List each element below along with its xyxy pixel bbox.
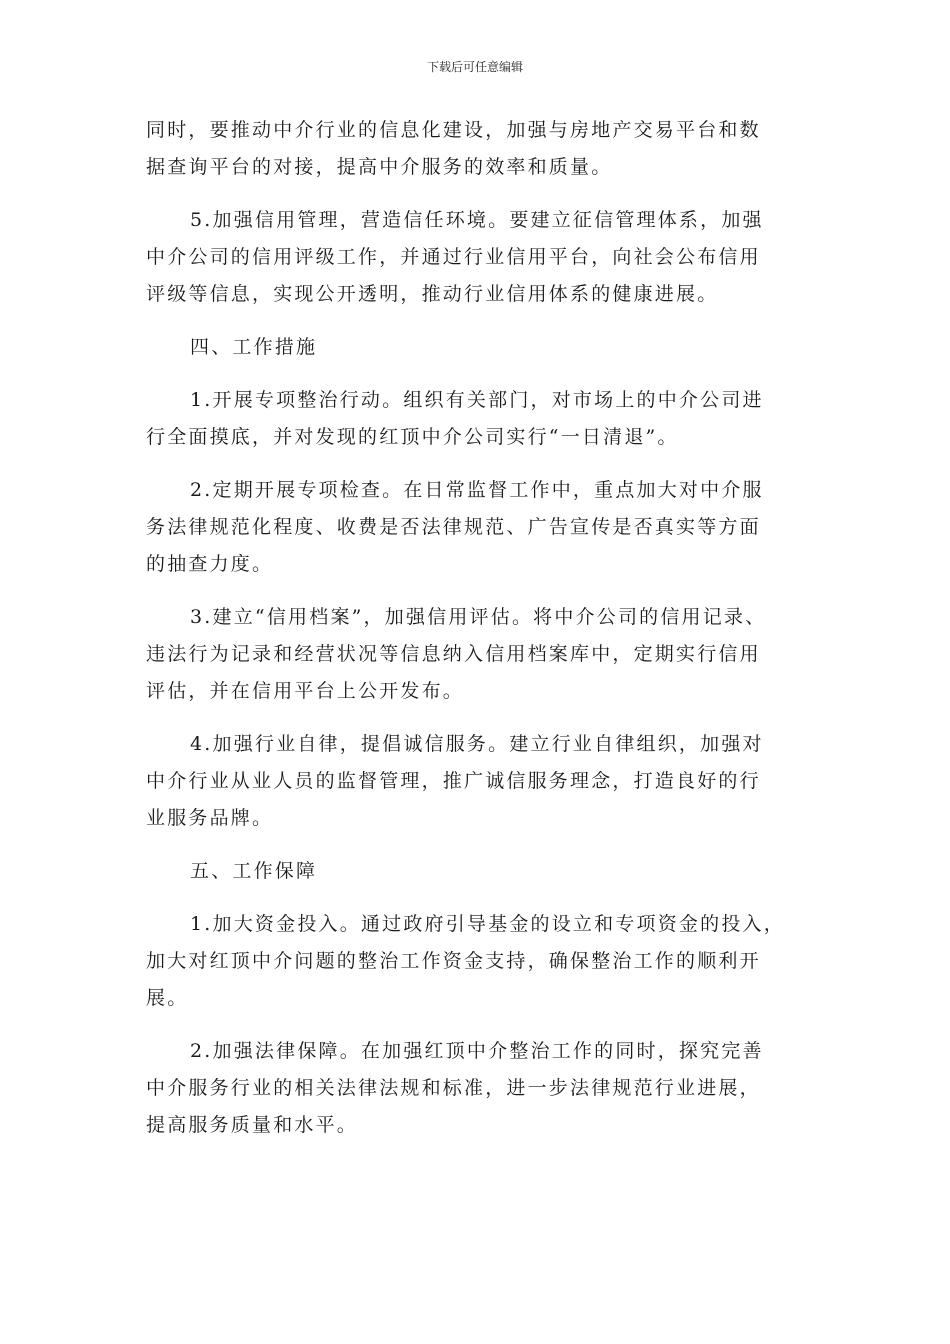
paragraph-line: 2.加强法律保障。在加强红顶中介整治工作的同时，探究完善 [190, 1040, 764, 1062]
paragraph-line: 行全面摸底，并对发现的红顶中介公司实行“一日清退”。 [146, 426, 679, 448]
page-header-note: 下载后可任意编辑 [426, 60, 523, 74]
section-heading-work-measures [146, 329, 806, 366]
paragraph-line: 同时，要推动中介行业的信息化建设，加强与房地产交易平台和数 [146, 119, 761, 141]
paragraph-line: 据查询平台的对接，提高中介服务的效率和质量。 [146, 156, 613, 178]
paragraph-informatization [146, 112, 806, 186]
paragraph-line: 务法律规范化程度、收费是否法律规范、广告宣传是否真实等方面 [146, 516, 761, 538]
section-heading-work-guarantee [146, 853, 806, 890]
paragraph-line: 中介公司的信用评级工作，并通过行业信用平台，向社会公布信用 [146, 246, 761, 268]
paragraph-special-rectification [146, 382, 806, 456]
section-heading-text: 五、工作保障 [190, 860, 318, 882]
paragraph-line: 业服务品牌。 [146, 807, 274, 829]
paragraph-line: 1.加大资金投入。通过政府引导基金的设立和专项资金的投入， [190, 913, 785, 935]
paragraph-credit-records [146, 599, 806, 710]
paragraph-legal-guarantee [146, 1033, 806, 1144]
paragraph-line: 加大对红顶中介问题的整治工作资金支持，确保整治工作的顺利开 [146, 950, 761, 972]
paragraph-line: 4.加强行业自律，提倡诚信服务。建立行业自律组织，加强对 [190, 733, 764, 755]
paragraph-industry-self-discipline [146, 726, 806, 837]
paragraph-line: 展。 [146, 987, 189, 1009]
paragraph-line: 评估，并在信用平台上公开发布。 [146, 680, 465, 702]
paragraph-line: 5.加强信用管理，营造信任环境。要建立征信管理体系，加强 [190, 209, 764, 231]
paragraph-line: 1.开展专项整治行动。组织有关部门，对市场上的中介公司进 [190, 389, 764, 411]
paragraph-credit-management [146, 202, 806, 313]
paragraph-line: 2.定期开展专项检查。在日常监督工作中，重点加大对中介服 [190, 479, 764, 501]
document-body [146, 112, 806, 1160]
paragraph-line: 评级等信息，实现公开透明，推动行业信用体系的健康进展。 [146, 283, 719, 305]
paragraph-line: 的抽查力度。 [146, 553, 274, 575]
paragraph-line: 3.建立“信用档案”，加强信用评估。将中介公司的信用记录、 [190, 606, 767, 628]
paragraph-line: 提高服务质量和水平。 [146, 1114, 359, 1136]
paragraph-line: 违法行为记录和经营状况等信息纳入信用档案库中，定期实行信用 [146, 643, 761, 665]
paragraph-funding [146, 906, 806, 1017]
paragraph-line: 中介行业从业人员的监督管理，推广诚信服务理念，打造良好的行 [146, 770, 761, 792]
section-heading-text: 四、工作措施 [190, 336, 318, 358]
paragraph-line: 中介服务行业的相关法律法规和标准，进一步法律规范行业进展， [146, 1077, 761, 1099]
paragraph-regular-inspection [146, 472, 806, 583]
